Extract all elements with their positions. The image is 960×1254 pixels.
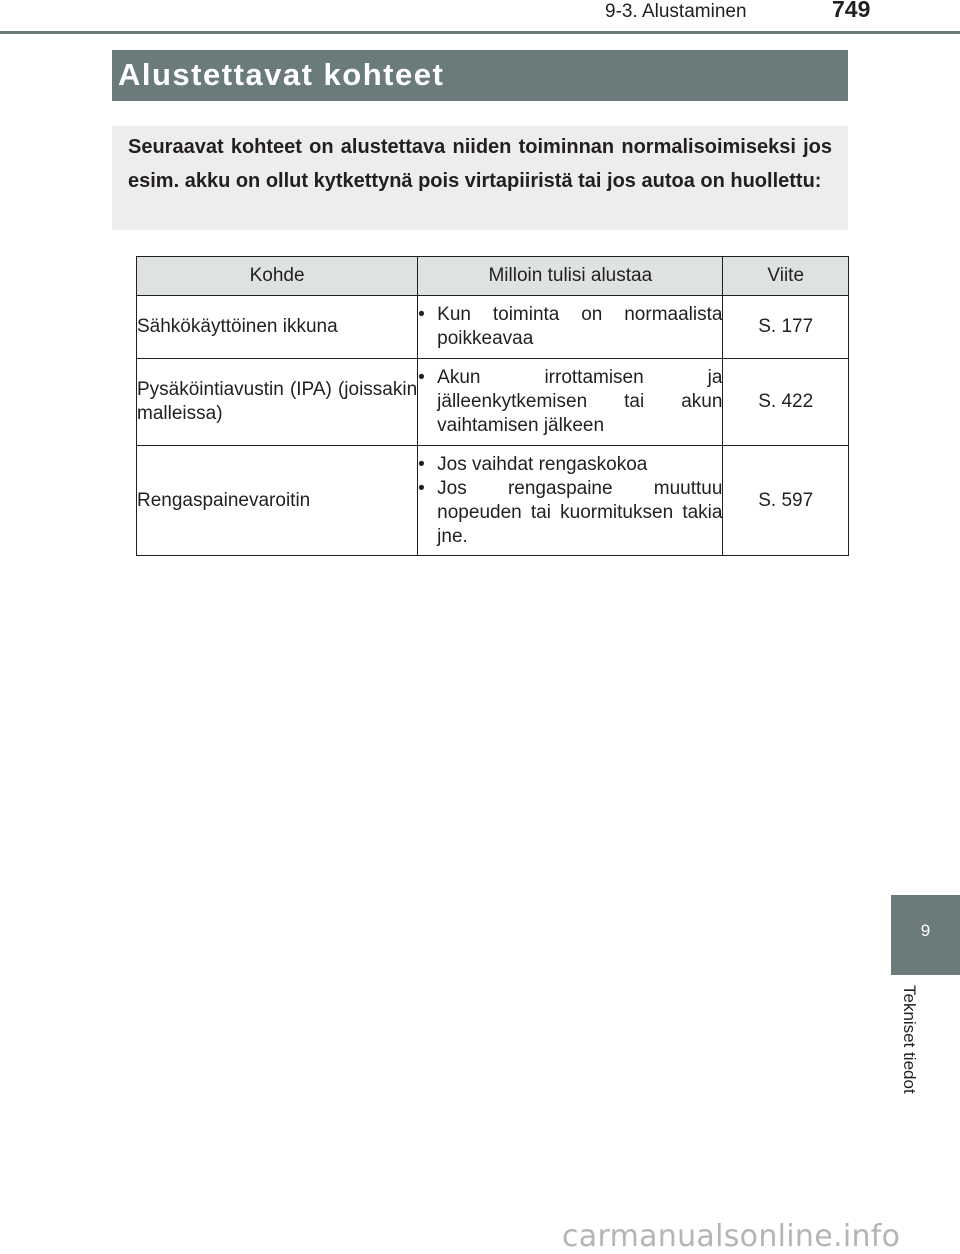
page-title: Alustettavat kohteet [118, 57, 445, 92]
when-cell [418, 296, 723, 359]
bullet-text: Jos vaihdat rengaskokoa [437, 453, 648, 475]
when-cell [418, 446, 723, 556]
bullet-dot: • [418, 453, 425, 475]
bullet-text: Kun toiminta on normaalista poikkeavaa [437, 304, 723, 349]
page-reference: S. 422 [723, 359, 849, 446]
page-reference: S. 177 [723, 296, 849, 359]
watermark: carmanualsonline.info [562, 1219, 901, 1254]
bullet-item [418, 366, 722, 438]
reset-items-table [136, 256, 849, 556]
item-name: Pysäköintiavustin (IPA) (joissakin malleissa) [137, 359, 418, 446]
table-header-row [137, 257, 849, 296]
bullet-text: Jos rengaspaine muuttuu nopeuden tai kuormituksen takia jne. [437, 477, 723, 547]
bullet-item [418, 453, 722, 477]
page-number: 749 [832, 0, 871, 22]
column-header-ref: Viite [723, 257, 849, 296]
intro-box [112, 126, 848, 230]
column-header-item: Kohde [137, 257, 418, 296]
chapter-label: Tekniset tiedot [900, 985, 919, 1094]
chapter-number: 9 [920, 921, 931, 940]
intro-text: Seuraavat kohteet on alustettava niiden toiminnan normalisoimiseksi jos esim. akku on ollut kytkettynä pois virtapiiristä tai jos autoa on huollettu: [128, 136, 832, 192]
table-row [137, 359, 849, 446]
column-header-when: Milloin tulisi alustaa [418, 257, 723, 296]
bullet-text: Akun irrottamisen ja jälleenkytkemisen tai akun vaihtamisen jälkeen [437, 367, 723, 436]
page-reference: S. 597 [723, 446, 849, 556]
bullet-item [418, 303, 722, 351]
title-bar [112, 50, 848, 101]
table-row [137, 446, 849, 556]
when-cell [418, 359, 723, 446]
section-header: 9-3. Alustaminen [605, 1, 747, 22]
bullet-item [418, 477, 722, 549]
bullet-dot: • [418, 477, 425, 499]
table-row [137, 296, 849, 359]
item-name: Rengaspainevaroitin [137, 446, 418, 556]
chapter-tab [891, 895, 960, 975]
item-name: Sähkökäyttöinen ikkuna [137, 296, 418, 359]
header-divider [0, 31, 960, 34]
bullet-dot: • [418, 304, 425, 325]
bullet-dot: • [418, 367, 425, 388]
